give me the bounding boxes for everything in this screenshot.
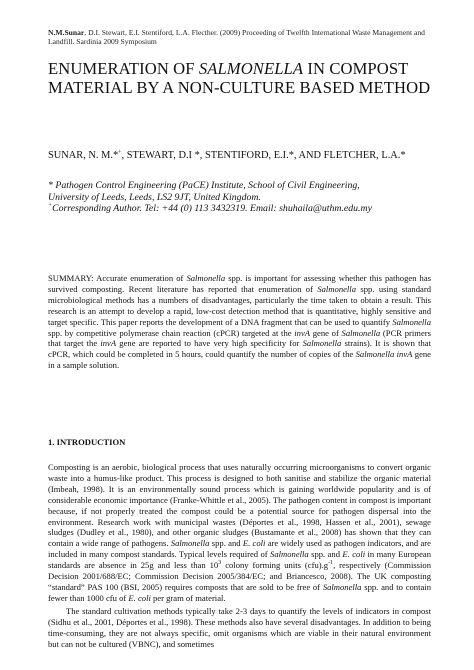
affiliation-line-2: University of Leeds, Leeds, LS2 9JT, United Kingdom. [48,191,261,203]
corresponding-text: Corresponding Author. Tel: +44 (0) 113 3432319. Email: shuhaila@uthm.edu.my [52,203,372,215]
author-list [48,150,438,163]
corresponding-mark: + [118,149,122,156]
corresponding-author [48,203,443,215]
header-citation: , D.I. Stewart, E.I. Stentiford, L.A. Flecther. (2009) Proceeding of Twelfth International Waste Management and Landfill. Sardinia 2009 Symposium [48,28,425,47]
intro-paragraph-1: Composting is an aerobic, biological process that uses naturally occurring microorganisms to convert organic waste into a humus-like product. This process is designed to both sanitise and stabilize the organic material (Imbeah, 1998). It is an environmentally sound process which is gaining worldwide popularity and is of considerable economic importance (Franke-Whittle et al., 2005). The pathogen content in compost is important because, if not properly treated the compost could be a potential source for pathogen dispersal into the environment. Research work with municipal wastes (Déportes et al., 1998, Hassen et al., 2001), sewage sludges (Dudley et al., 1980), and other organic sludges (Bustamante et al., 2008) has shown that they can contain a wide range of pathogens. Salmonella spp. and E. coli are widely used as pathogen indicators, and are included in many compost standards. Typical levels required of Salmonella spp. and E. coli in many European standards are absence in 25g and less than $10^3$ colony forming units $(cfu).g^{-1}$, respectively (Commission Decision 2001/688/EC; Commission Decision 2005/384/EC; and Briancesco, 2008). The UK composting “standard” PAS 100 (BSI, 2005) requires composts that are sold to be free of Salmonella spp. and to contain fewer than 1000 cfu of E. coli per gram of material. [48,462,431,603]
affiliation-block [48,180,443,215]
affiliation-line-1: * Pathogen Control Engineering (PaCE) Institute, School of Civil Engineering, [48,180,360,191]
author-first: SUNAR, N. M.* [48,150,119,161]
section-heading: 1. INTRODUCTION [48,437,126,447]
abstract [48,273,431,371]
title-text: ENUMERATION OF [48,59,199,78]
abstract-paragraph: SUMMARY: Accurate enumeration of Salmonella spp. is important for assessing whether this pathogen has survived composting. Recent literature has reported that enumeration of Salmonella spp. using standard microbiological methods has a numbers of disadvantages, particularly the time taken to obtain a result. This research is an attempt to develop a rapid, low-cost detection method that is quantitative, highly sensitive and target specific. This paper reports the development of a DNA fragment that can be used to quantify Salmonella spp. by competitive polymerase chain reaction (cPCR) targeted at the invA gene of Salmonella (PCR primers that target the invA gene are reported to have very high specificity for Salmonella strains). It is shown that cPCR, which could be completed in 5 hours, could quantify the number of copies of the Salmonella invA gene in a sample solution. [48,273,431,371]
intro-paragraph-2: The standard cultivation methods typically take 2-3 days to quantify the levels of indicators in compost (Sidhu et al., 2001, Déportes et al., 1998). These methods also have several disadvantages. In addition to being time-consuming, they are not always specific, omit organisms which are viable in their natural environment but can not be cultured (VBNC), and sometimes [48,605,431,649]
introduction-body [48,462,431,649]
paper-title [48,60,438,97]
corresponding-sup: + [48,202,53,209]
header-authors: N.M.Sunar [48,28,85,37]
citation-header [48,28,433,47]
author-rest: , STEWART, D.I *, STENTIFORD, E.I.*, AND FLETCHER, L.A.* [121,150,406,161]
title-italic: SALMONELLA [198,59,304,78]
title-text-end: IN COMPOST MATERIAL BY A NON-CULTURE BASED METHOD [48,59,431,97]
